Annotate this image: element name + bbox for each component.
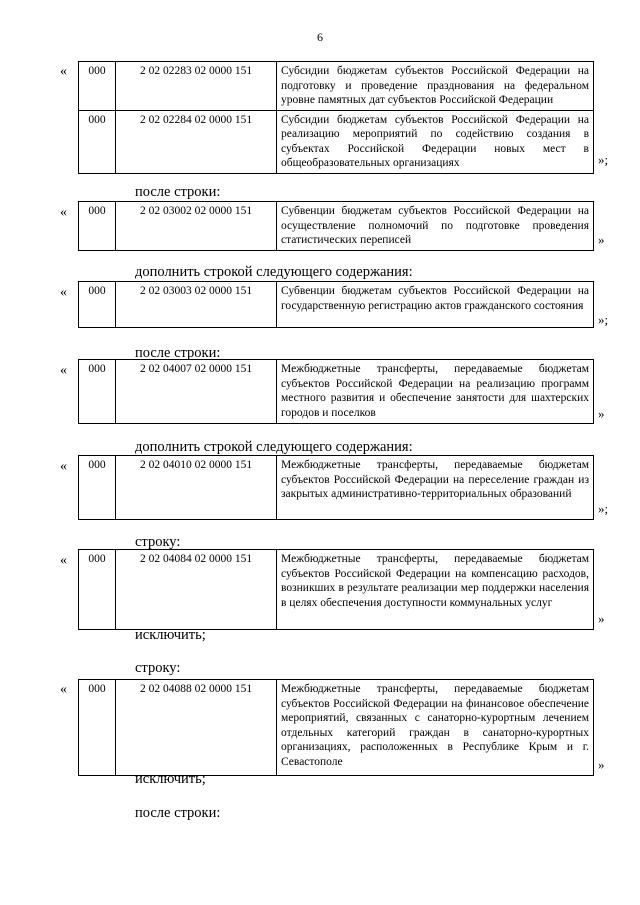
budget-class-code: 2 02 03002 02 0000 151 xyxy=(116,202,277,251)
instruction-text: после строки: xyxy=(135,805,221,821)
budget-class-code: 2 02 04084 02 0000 151 xyxy=(116,550,277,630)
revenue-name: Межбюджетные трансферты, передаваемые бюджетам субъектов Российской Федерации на реализацию программ местного развития и обеспечение занятости для шахтерских городов и поселков xyxy=(277,360,594,424)
budget-code-table xyxy=(78,679,594,776)
quote-close: » xyxy=(598,611,605,626)
instruction-text: исключить; xyxy=(135,627,206,643)
quote-close: » xyxy=(598,232,605,247)
admin-code: 000 xyxy=(79,202,116,251)
admin-code: 000 xyxy=(79,282,116,328)
quote-open: « xyxy=(60,205,67,220)
revenue-name: Субвенции бюджетам субъектов Российской Федерации на осуществление полномочий по подготовке проведения статистических переписей xyxy=(277,202,594,251)
table-row xyxy=(79,456,594,520)
instruction-text: дополнить строкой следующего содержания: xyxy=(135,264,413,280)
instruction-text: строку: xyxy=(135,660,181,676)
instruction-text: строку: xyxy=(135,534,181,550)
table-row xyxy=(79,202,594,251)
budget-class-code: 2 02 02284 02 0000 151 xyxy=(116,110,277,173)
revenue-name: Межбюджетные трансферты, передаваемые бюджетам субъектов Российской Федерации на переселение граждан из закрытых административно-территориальных образований xyxy=(277,456,594,520)
instruction-text: после строки: xyxy=(135,184,221,200)
revenue-name: Субвенции бюджетам субъектов Российской Федерации на государственную регистрацию актов гражданского состояния xyxy=(277,282,594,328)
table-row xyxy=(79,62,594,111)
instruction-text: после строки: xyxy=(135,345,221,361)
budget-code-table xyxy=(78,61,594,174)
quote-close: » xyxy=(598,406,605,421)
admin-code: 000 xyxy=(79,680,116,776)
quote-close: » xyxy=(598,757,605,772)
budget-class-code: 2 02 04007 02 0000 151 xyxy=(116,360,277,424)
table-row xyxy=(79,550,594,630)
quote-open: « xyxy=(60,553,67,568)
revenue-name: Межбюджетные трансферты, передаваемые бюджетам субъектов Российской Федерации на компенсацию расходов, возникших в результате реализации мер поддержки населения в целях обеспечения доступности коммунальных услуг xyxy=(277,550,594,630)
table-row xyxy=(79,360,594,424)
quote-open: « xyxy=(60,363,67,378)
quote-close: »; xyxy=(598,152,609,167)
revenue-name: Межбюджетные трансферты, передаваемые бюджетам субъектов Российской Федерации на финансовое обеспечение мероприятий, связанных с санаторно-курортным лечением отдельных категорий граждан в санаторно-курортных организациях, расположенных в Республике Крым и г. Севастополе xyxy=(277,680,594,776)
table-row xyxy=(79,680,594,776)
admin-code: 000 xyxy=(79,550,116,630)
table-row xyxy=(79,110,594,173)
admin-code: 000 xyxy=(79,360,116,424)
quote-open: « xyxy=(60,285,67,300)
budget-code-table xyxy=(78,281,594,328)
revenue-name: Субсидии бюджетам субъектов Российской Федерации на подготовку и проведение празднования на федеральном уровне памятных дат субъектов Российской Федерации xyxy=(277,62,594,111)
instruction-text: дополнить строкой следующего содержания: xyxy=(135,439,413,455)
revenue-name: Субсидии бюджетам субъектов Российской Федерации на реализацию мероприятий по содействию создания в субъектах Российской Федерации новых мест в общеобразовательных организациях xyxy=(277,110,594,173)
budget-class-code: 2 02 04088 02 0000 151 xyxy=(116,680,277,776)
budget-class-code: 2 02 04010 02 0000 151 xyxy=(116,456,277,520)
quote-close: »; xyxy=(598,501,609,516)
table-row xyxy=(79,282,594,328)
page-number: 6 xyxy=(317,30,323,44)
budget-class-code: 2 02 02283 02 0000 151 xyxy=(116,62,277,111)
admin-code: 000 xyxy=(79,62,116,111)
budget-code-table xyxy=(78,549,594,630)
quote-open: « xyxy=(60,682,67,697)
budget-class-code: 2 02 03003 02 0000 151 xyxy=(116,282,277,328)
admin-code: 000 xyxy=(79,456,116,520)
instruction-text: исключить; xyxy=(135,771,206,787)
budget-code-table xyxy=(78,201,594,251)
budget-code-table xyxy=(78,455,594,520)
quote-open: « xyxy=(60,64,67,79)
quote-close: »; xyxy=(598,312,609,327)
quote-open: « xyxy=(60,459,67,474)
admin-code: 000 xyxy=(79,110,116,173)
budget-code-table xyxy=(78,359,594,424)
